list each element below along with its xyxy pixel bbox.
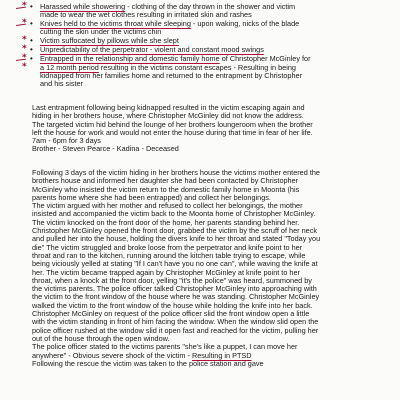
text-line: parents home where she had been entrapped) and collect her belongings. [32,192,271,202]
text-line: Following the rescue the victim was taken to the police station and gave [32,358,264,368]
bullet-dot-icon: • [30,19,33,28]
text-line: police officer rushed at the window slid it open fast and reached for the victim, pulling her [32,325,319,335]
bullet-continuation: kidnapped from her families home and returned to the entrapment by Christopher [40,71,303,80]
text-line: walked the victim to the front window of the house while holding the knife into her back. [32,300,313,310]
text-line: her. The victim became trapped again by Christopher McGinley at knife point to her [32,267,300,277]
text-line: the victim to the front window of the house where he was standing. Christopher McGinley [32,292,320,302]
bullet-continuation: made to wear the wet clothes resulting in irritated skin and rashes [40,10,252,19]
bullet-continuation: cutting the skin under the victims chin [40,27,162,36]
text-line: out of the house through the open window. [32,333,170,343]
text-line: Christopher McGinley on request of the police officer slid the front window open a little [32,309,310,319]
text-line: The victim argued with her mother and refused to collect her belongings, the mother [32,201,303,211]
text-line: left the house for work and would not enter the house during that time in fear of her life. [32,127,313,137]
margin-asterisk: * [22,35,27,45]
text-line: The targeted victim hid behind the lounge of her brothers loungeroom when the brother [32,119,313,129]
text-line: McGinley who insisted the victim return to the domestic family home in Moonta (his [32,184,300,194]
text-line: throat and ran to the kitchen, running around the kitchen table trying to escape, while [32,250,306,260]
text-line: the victims parents. The police officer talked Christopher McGinley into approaching with [32,284,317,294]
underlined-phrase: Entrapped in the relationship and domestic family home [40,54,220,63]
text-line: die" The victim struggled and broke loose from the perpetrator and knife point to her [32,242,303,252]
text-line-head: anywhere" - Obvious severe shock of the victim - [32,350,192,360]
text-line: brothers house and informed her daughter she had been contacted by Christopher [32,176,299,186]
text-line: 7am - 6pm for 3 days [32,136,101,146]
margin-asterisk: * [22,62,27,72]
bullet-continuation: and his sister [40,79,83,88]
underlined-phrase: Knives held to the victims throat while sleeping [40,19,191,28]
text-line: insisted and accompanied the victim back to the Moonta home of Christopher McGinley. [32,209,316,219]
text-line: Following 3 days of the victim hiding in her brothers house the victims mother entered the [32,168,320,177]
underlined-phrase: Resulting in PTSD [191,350,252,360]
bullet-dot-icon: • [30,54,33,63]
margin-asterisk: * [22,44,27,54]
underlined-phrase: Unpredictability of the perpetrator - violent and constant mood swings [40,45,264,54]
text-line: hiding in her brothers house, where Christopher McGinley did not know the address. [32,111,304,121]
bullet-dot-icon: • [30,36,33,45]
bullet-dot-icon: • [30,45,33,54]
underlined-phrase: Harassed while showering [40,2,126,11]
text-line: The police officer stated to the victims parents "she's like a puppet, I can move her [32,342,298,352]
bullet-text-rest: - upon waking, nicks of the blade [190,19,300,28]
text-line: and pulled her into the house, holding the divers knife to her throat and stated "Today you [32,234,321,244]
bullet-text-rest: of Christopher McGinley for [219,54,311,63]
bullet-text-rest: resulting in the victims constant escapes - Resulting in being [98,63,296,72]
text-line: Christopher McGinley opened the front door, grabbed the victim by the scruff of her neck [32,226,318,236]
paragraph-knife-incident [32,169,390,368]
text-line: The victim knocked on the front door of the home, her parents standing behind her. [32,217,300,227]
text-line: being viciously yelled at stating "If I can't have you no one can", while waving the knife at [32,259,318,269]
underlined-phrase: a 12 month period [40,63,99,72]
bullet-dot-icon: • [30,2,33,11]
text-line: Brother - Steven Pearce - Kadina - Deceased [32,144,179,154]
text-line: with the victim standing in front of him facing the window. When the window slid open the [32,317,319,327]
bullet-text-rest: - clothing of the day thrown in the shower and victim [125,2,296,11]
text-line: Last entrapment following being kidnapped resulted in the victim escaping again and [32,103,305,112]
text-line: throat, when a knock at the front door, yelling "it's the police" was heard, summoned by [32,275,312,285]
paragraph-entrapment-escape [32,104,390,154]
underlined-phrase: Victim suffocated by pillows while she slept [40,36,179,45]
